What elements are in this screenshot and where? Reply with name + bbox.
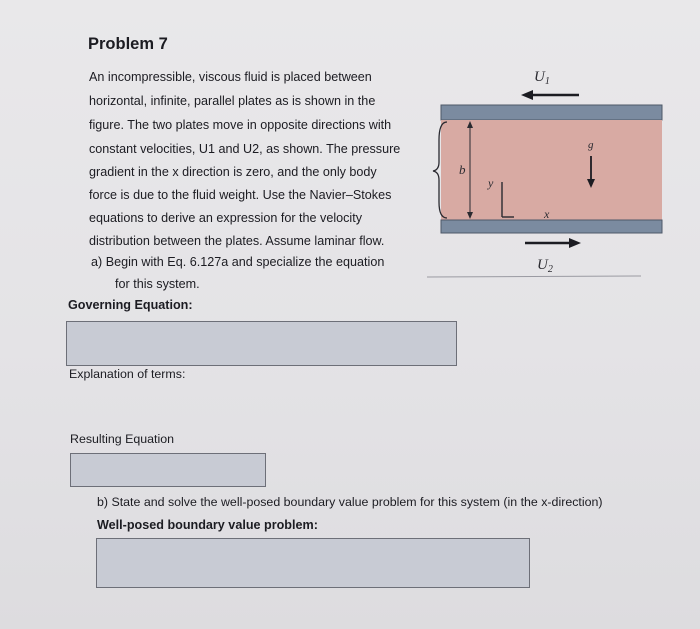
bottom-velocity-label: $U_2$ — [537, 257, 553, 275]
y-axis-label: y — [488, 176, 494, 190]
top-velocity-label: $U_1$ — [534, 69, 550, 87]
part-a-text-cont: for this system. — [115, 277, 200, 291]
statement-line-8: distribution between the plates. Assume laminar flow. — [89, 234, 385, 248]
statement-line-2: horizontal, infinite, parallel plates as is shown in the — [89, 94, 376, 108]
well-posed-bvp-box[interactable] — [96, 538, 530, 588]
statement-line-3: figure. The two plates move in opposite directions with — [89, 118, 392, 132]
part-b-text: b) State and solve the well-posed boundary value problem for this system (in the x-direction) — [97, 495, 603, 509]
statement-line-5: gradient in the x direction is zero, and the only body — [89, 165, 377, 179]
part-a-text: a) Begin with Eq. 6.127a and specialize the equation — [91, 255, 385, 269]
bottom-plate-arrow-icon — [525, 238, 581, 248]
parallel-plates-figure — [425, 60, 675, 285]
top-plate — [441, 105, 662, 120]
gap-label: b — [459, 162, 466, 177]
explanation-of-terms-label: Explanation of terms: — [69, 367, 186, 381]
well-posed-bvp-label: Well-posed boundary value problem: — [97, 518, 318, 532]
gravity-label: g — [588, 139, 594, 151]
top-plate-arrow-icon — [521, 90, 579, 100]
statement-line-7: equations to derive an expression for the velocity — [89, 211, 363, 225]
statement-line-1: An incompressible, viscous fluid is placed between — [89, 70, 372, 84]
governing-equation-box[interactable] — [66, 321, 457, 366]
problem-title: Problem 7 — [88, 35, 168, 53]
governing-equation-label: Governing Equation: — [68, 298, 193, 312]
figure-divider — [427, 276, 641, 277]
statement-line-6: force is due to the fluid weight. Use the Navier–Stokes — [89, 188, 392, 202]
x-axis-label: x — [544, 207, 550, 221]
bottom-plate — [441, 220, 662, 233]
fluid-region — [441, 120, 662, 220]
resulting-equation-box[interactable] — [70, 453, 266, 487]
resulting-equation-label: Resulting Equation — [70, 432, 175, 446]
statement-line-4: constant velocities, U1 and U2, as shown. The pressure — [89, 142, 401, 156]
